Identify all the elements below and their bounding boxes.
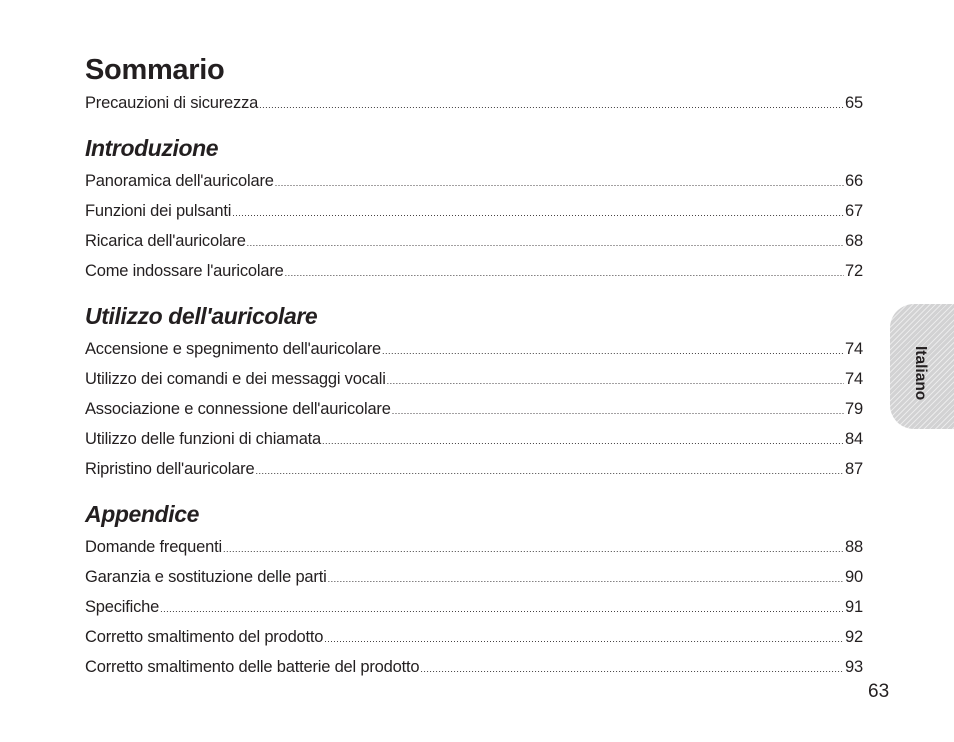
toc-entry-page: 67: [845, 202, 863, 220]
toc-entry-label: Funzioni dei pulsanti: [85, 202, 232, 220]
toc-dot-leader: [247, 228, 844, 258]
toc-entry-page: 90: [845, 568, 863, 586]
toc-dot-leader: [382, 336, 844, 366]
section-heading-introduzione: Introduzione: [85, 135, 219, 161]
toc-entry[interactable]: [85, 532, 863, 562]
toc-entry-page: 87: [845, 460, 863, 478]
toc-entry-page: 79: [845, 400, 863, 418]
toc-entry[interactable]: [85, 166, 863, 196]
toc-entry-label: Utilizzo delle funzioni di chiamata: [85, 430, 322, 448]
toc-entry-label: Ricarica dell'auricolare: [85, 232, 246, 250]
table-of-contents: [85, 52, 863, 682]
toc-entry-page: 72: [845, 262, 863, 280]
toc-entry[interactable]: [85, 622, 863, 652]
toc-dot-leader: [420, 654, 844, 684]
toc-entry-label: Accensione e spegnimento dell'auricolare: [85, 340, 382, 358]
toc-entry-page: 68: [845, 232, 863, 250]
toc-entry[interactable]: [85, 592, 863, 622]
toc-dot-leader: [275, 168, 844, 198]
toc-entry[interactable]: [85, 196, 863, 226]
toc-entry-page: 66: [845, 172, 863, 190]
toc-entry-page: 88: [845, 538, 863, 556]
toc-dot-leader: [285, 258, 844, 288]
toc-dot-leader: [387, 366, 844, 396]
toc-dot-leader: [328, 564, 844, 594]
toc-entry-label: Corretto smaltimento del prodotto: [85, 628, 324, 646]
toc-entry[interactable]: [85, 364, 863, 394]
language-tab-label: Italiano: [912, 346, 929, 401]
toc-dot-leader: [232, 198, 844, 228]
page-title: Sommario: [85, 54, 225, 86]
toc-entry-page: 65: [845, 94, 863, 112]
toc-entry[interactable]: [85, 256, 863, 286]
toc-entry[interactable]: [85, 394, 863, 424]
page-number: 63: [868, 681, 890, 702]
toc-entry-page: 93: [845, 658, 863, 676]
toc-entry-page: 74: [845, 340, 863, 358]
toc-dot-leader: [322, 426, 844, 456]
toc-entry-label: Garanzia e sostituzione delle parti: [85, 568, 327, 586]
section-list-introduzione: [85, 166, 863, 286]
toc-dot-leader: [255, 456, 844, 486]
toc-entry-label: Come indossare l'auricolare: [85, 262, 284, 280]
toc-entry-label: Associazione e connessione dell'auricolare: [85, 400, 391, 418]
toc-entry-label: Corretto smaltimento delle batterie del prodotto: [85, 658, 420, 676]
toc-entry[interactable]: [85, 652, 863, 682]
section-list-appendice: [85, 532, 863, 682]
toc-entry-label: Panoramica dell'auricolare: [85, 172, 274, 190]
toc-entry-label: Ripristino dell'auricolare: [85, 460, 255, 478]
toc-entry[interactable]: [85, 424, 863, 454]
section-heading-utilizzo: Utilizzo dell'auricolare: [85, 303, 318, 329]
toc-dot-leader: [259, 90, 844, 120]
toc-entry[interactable]: [85, 454, 863, 484]
toc-entry-page: 91: [845, 598, 863, 616]
toc-entry-label: Domande frequenti: [85, 538, 222, 556]
toc-entry-label: Precauzioni di sicurezza: [85, 94, 259, 112]
toc-entry-label: Utilizzo dei comandi e dei messaggi vocali: [85, 370, 386, 388]
toc-entry-page: 74: [845, 370, 863, 388]
section-heading-appendice: Appendice: [85, 501, 199, 527]
toc-entry[interactable]: [85, 562, 863, 592]
toc-entry-page: 92: [845, 628, 863, 646]
section-list-utilizzo: [85, 334, 863, 484]
toc-dot-leader: [223, 534, 844, 564]
toc-dot-leader: [160, 594, 844, 624]
toc-dot-leader: [324, 624, 844, 654]
toc-entry[interactable]: [85, 334, 863, 364]
toc-entry-page: 84: [845, 430, 863, 448]
toc-entry[interactable]: [85, 226, 863, 256]
toc-entry-safety[interactable]: [85, 88, 863, 118]
toc-entry-label: Specifiche: [85, 598, 160, 616]
toc-dot-leader: [392, 396, 844, 426]
